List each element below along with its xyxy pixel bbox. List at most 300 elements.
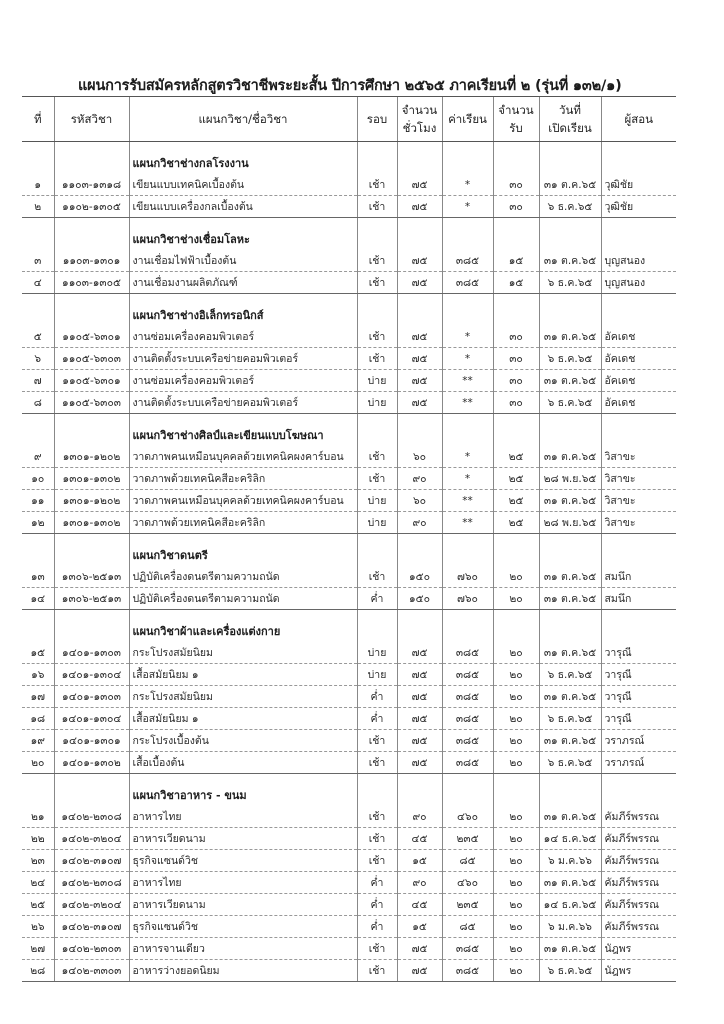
- course-name: งานซ่อมเครื่องคอมพิวเตอร์: [129, 370, 357, 392]
- fee: *: [442, 174, 493, 196]
- course-code: ๑๔๐๑-๑๓๐๒: [54, 752, 129, 774]
- fee: **: [442, 512, 493, 534]
- start-date: ๖ ธ.ค.๖๕: [539, 196, 601, 218]
- session: เช้า: [357, 752, 397, 774]
- header-seats-line1: จำนวน: [498, 103, 534, 117]
- seats: ๓๐: [493, 348, 539, 370]
- fee: ๗๖๐: [442, 566, 493, 588]
- row-number: ๑๑: [22, 490, 54, 512]
- fee: *: [442, 446, 493, 468]
- course-name: เสื้อสมัยนิยม ๑: [129, 664, 357, 686]
- start-date: ๑๔ ธ.ค.๖๕: [539, 828, 601, 850]
- cell-empty: [397, 294, 442, 327]
- hours: ๗๕: [397, 730, 442, 752]
- course-name: ปฏิบัติเครื่องดนตรีตามความถนัด: [129, 566, 357, 588]
- seats: ๒๐: [493, 938, 539, 960]
- cell-empty: [442, 218, 493, 251]
- hours: ๗๕: [397, 326, 442, 348]
- fee: ๔๖๐: [442, 872, 493, 894]
- session: ค่ำ: [357, 872, 397, 894]
- cell-empty: [442, 142, 493, 175]
- seats: ๒๐: [493, 806, 539, 828]
- department-row: [22, 534, 676, 567]
- session: เช้า: [357, 828, 397, 850]
- course-name: กระโปรงสมัยนิยม: [129, 686, 357, 708]
- start-date: ๓๑ ต.ค.๖๕: [539, 566, 601, 588]
- course-code: ๑๑๐๓-๑๓๐๑: [54, 250, 129, 272]
- course-code: ๑๔๐๑-๑๓๐๔: [54, 708, 129, 730]
- seats: ๓๐: [493, 392, 539, 414]
- hours: ๗๕: [397, 664, 442, 686]
- course-name: งานติดตั้งระบบเครือข่ายคอมพิวเตอร์: [129, 392, 357, 414]
- course-name: วาดภาพคนเหมือนบุคคลด้วยเทคนิคผงคาร์บอน: [129, 490, 357, 512]
- course-code: ๑๔๐๑-๑๓๐๑: [54, 730, 129, 752]
- hours: ๗๕: [397, 370, 442, 392]
- course-code: ๑๓๐๑-๑๒๐๒: [54, 490, 129, 512]
- header-hours-line2: ชั่วโมง: [402, 121, 437, 135]
- session: เช้า: [357, 566, 397, 588]
- cell-empty: [539, 218, 601, 251]
- course-code: ๑๔๐๒-๓๒๐๔: [54, 894, 129, 916]
- teacher: สมนึก: [601, 588, 676, 610]
- cell-empty: [601, 414, 676, 447]
- course-name: ปฏิบัติเครื่องดนตรีตามความถนัด: [129, 588, 357, 610]
- course-name: งานติดตั้งระบบเครือข่ายคอมพิวเตอร์: [129, 348, 357, 370]
- fee: ๓๘๕: [442, 272, 493, 294]
- row-number: ๑๓: [22, 566, 54, 588]
- row-number: ๑๐: [22, 468, 54, 490]
- header-code: รหัสวิชา: [54, 97, 129, 142]
- session: เช้า: [357, 806, 397, 828]
- cell-empty: [54, 218, 129, 251]
- row-number: ๘: [22, 392, 54, 414]
- cell-empty: [493, 218, 539, 251]
- course-name: วาดภาพด้วยเทคนิคสีอะคริลิก: [129, 468, 357, 490]
- fee: ๘๕: [442, 916, 493, 938]
- teacher: คัมภีร์พรรณ: [601, 806, 676, 828]
- fee: ๓๘๕: [442, 686, 493, 708]
- hours: ๗๕: [397, 960, 442, 982]
- table-row: [22, 272, 676, 294]
- session: ค่ำ: [357, 916, 397, 938]
- course-code: ๑๓๐๑-๑๓๐๒: [54, 512, 129, 534]
- row-number: ๒๓: [22, 850, 54, 872]
- course-name: ธุรกิจแซนด์วิช: [129, 916, 357, 938]
- table-row: [22, 348, 676, 370]
- course-name: งานเชื่อมไฟฟ้าเบื้องต้น: [129, 250, 357, 272]
- hours: ๑๕๐: [397, 566, 442, 588]
- fee: ๔๖๐: [442, 806, 493, 828]
- row-number: ๓: [22, 250, 54, 272]
- start-date: ๓๑ ต.ค.๖๕: [539, 588, 601, 610]
- teacher: วิสาขะ: [601, 512, 676, 534]
- fee: ๓๘๕: [442, 664, 493, 686]
- header-seats: [493, 97, 539, 142]
- table-row: [22, 938, 676, 960]
- cell-empty: [22, 774, 54, 807]
- teacher: คัมภีร์พรรณ: [601, 916, 676, 938]
- department-row: [22, 414, 676, 447]
- cell-empty: [397, 610, 442, 643]
- fee: ๓๘๕: [442, 250, 493, 272]
- header-fee: ค่าเรียน: [442, 97, 493, 142]
- header-seats-line2: รับ: [509, 121, 523, 135]
- teacher: วารุณี: [601, 642, 676, 664]
- department-row: [22, 294, 676, 327]
- hours: ๗๕: [397, 752, 442, 774]
- start-date: ๖ ม.ค.๖๖: [539, 916, 601, 938]
- cell-empty: [54, 414, 129, 447]
- hours: ๖๐: [397, 446, 442, 468]
- hours: ๙๐: [397, 512, 442, 534]
- table-row: [22, 370, 676, 392]
- course-schedule-table: [22, 96, 676, 982]
- row-number: ๑๖: [22, 664, 54, 686]
- table-row: [22, 250, 676, 272]
- table-row: [22, 806, 676, 828]
- course-name: งานซ่อมเครื่องคอมพิวเตอร์: [129, 326, 357, 348]
- session: บ่าย: [357, 490, 397, 512]
- session: เช้า: [357, 960, 397, 982]
- course-code: ๑๑๐๓-๑๓๐๕: [54, 272, 129, 294]
- cell-empty: [493, 142, 539, 175]
- seats: ๒๕: [493, 446, 539, 468]
- cell-empty: [493, 774, 539, 807]
- course-code: ๑๔๐๒-๒๓๐๓: [54, 938, 129, 960]
- teacher: วิสาขะ: [601, 446, 676, 468]
- cell-empty: [357, 610, 397, 643]
- course-name: อาหารว่างยอดนิยม: [129, 960, 357, 982]
- course-code: ๑๔๐๑-๑๓๐๔: [54, 664, 129, 686]
- teacher: วิสาขะ: [601, 468, 676, 490]
- cell-empty: [54, 534, 129, 567]
- hours: ๙๐: [397, 806, 442, 828]
- fee: **: [442, 392, 493, 414]
- row-number: ๑๒: [22, 512, 54, 534]
- start-date: ๖ ธ.ค.๖๕: [539, 708, 601, 730]
- seats: ๓๐: [493, 370, 539, 392]
- course-code: ๑๓๐๑-๑๓๐๒: [54, 468, 129, 490]
- fee: ๓๘๕: [442, 642, 493, 664]
- cell-empty: [601, 534, 676, 567]
- seats: ๒๐: [493, 894, 539, 916]
- session: เช้า: [357, 446, 397, 468]
- cell-empty: [397, 218, 442, 251]
- course-code: ๑๑๐๕-๖๓๐๓: [54, 348, 129, 370]
- session: บ่าย: [357, 392, 397, 414]
- start-date: ๓๑ ต.ค.๖๕: [539, 642, 601, 664]
- course-code: ๑๑๐๕-๖๓๐๓: [54, 392, 129, 414]
- session: เช้า: [357, 730, 397, 752]
- cell-empty: [54, 774, 129, 807]
- header-date: [539, 97, 601, 142]
- hours: ๔๕: [397, 828, 442, 850]
- hours: ๗๕: [397, 196, 442, 218]
- start-date: ๖ ธ.ค.๖๕: [539, 348, 601, 370]
- department-row: [22, 610, 676, 643]
- course-name: เขียนแบบเครื่องกลเบื้องต้น: [129, 196, 357, 218]
- seats: ๓๐: [493, 174, 539, 196]
- table-row: [22, 708, 676, 730]
- table-row: [22, 490, 676, 512]
- header-hours-line1: จำนวน: [401, 103, 438, 117]
- course-name: กระโปรงสมัยนิยม: [129, 642, 357, 664]
- teacher: บุญสนอง: [601, 250, 676, 272]
- session: เช้า: [357, 196, 397, 218]
- table-row: [22, 512, 676, 534]
- cell-empty: [601, 610, 676, 643]
- table-row: [22, 872, 676, 894]
- hours: ๗๕: [397, 174, 442, 196]
- cell-empty: [357, 774, 397, 807]
- row-number: ๔: [22, 272, 54, 294]
- row-number: ๙: [22, 446, 54, 468]
- row-number: ๒: [22, 196, 54, 218]
- session: เช้า: [357, 174, 397, 196]
- start-date: ๓๑ ต.ค.๖๕: [539, 174, 601, 196]
- cell-empty: [397, 774, 442, 807]
- teacher: นัฎพร: [601, 960, 676, 982]
- session: ค่ำ: [357, 894, 397, 916]
- table-row: [22, 468, 676, 490]
- table-row: [22, 850, 676, 872]
- start-date: ๖ ม.ค.๖๖: [539, 850, 601, 872]
- fee: *: [442, 196, 493, 218]
- seats: ๒๐: [493, 872, 539, 894]
- row-number: ๑๕: [22, 642, 54, 664]
- row-number: ๒๔: [22, 872, 54, 894]
- hours: ๙๐: [397, 872, 442, 894]
- start-date: ๓๑ ต.ค.๖๕: [539, 686, 601, 708]
- row-number: ๑๙: [22, 730, 54, 752]
- cell-empty: [397, 534, 442, 567]
- cell-empty: [442, 774, 493, 807]
- table-body: [22, 142, 676, 982]
- fee: ๓๘๕: [442, 752, 493, 774]
- teacher: บุญสนอง: [601, 272, 676, 294]
- course-name: วาดภาพด้วยเทคนิคสีอะคริลิก: [129, 512, 357, 534]
- header-teacher: ผู้สอน: [601, 97, 676, 142]
- row-number: ๒๗: [22, 938, 54, 960]
- cell-empty: [539, 610, 601, 643]
- row-number: ๒๒: [22, 828, 54, 850]
- course-name: วาดภาพคนเหมือนบุคคลด้วยเทคนิคผงคาร์บอน: [129, 446, 357, 468]
- table-row: [22, 588, 676, 610]
- table-row: [22, 916, 676, 938]
- row-number: ๒๖: [22, 916, 54, 938]
- teacher: อัคเดช: [601, 392, 676, 414]
- seats: ๒๕: [493, 490, 539, 512]
- teacher: อัคเดช: [601, 348, 676, 370]
- course-code: ๑๔๐๒-๓๓๐๓: [54, 960, 129, 982]
- start-date: ๖ ธ.ค.๖๕: [539, 272, 601, 294]
- header-no: ที่: [22, 97, 54, 142]
- department-name: แผนกวิชาช่างเชื่อมโลหะ: [129, 218, 357, 251]
- start-date: ๓๑ ต.ค.๖๕: [539, 730, 601, 752]
- table-row: [22, 326, 676, 348]
- seats: ๒๐: [493, 850, 539, 872]
- start-date: ๓๑ ต.ค.๖๕: [539, 938, 601, 960]
- cell-empty: [601, 774, 676, 807]
- cell-empty: [54, 294, 129, 327]
- fee: *: [442, 348, 493, 370]
- session: บ่าย: [357, 370, 397, 392]
- session: บ่าย: [357, 642, 397, 664]
- course-code: ๑๔๐๒-๒๓๐๘: [54, 872, 129, 894]
- teacher: วุฒิชัย: [601, 196, 676, 218]
- row-number: ๑๗: [22, 686, 54, 708]
- cell-empty: [397, 414, 442, 447]
- department-name: แผนกวิชาอาหาร - ขนม: [129, 774, 357, 807]
- table-row: [22, 664, 676, 686]
- cell-empty: [539, 774, 601, 807]
- course-code: ๑๑๐๒-๑๓๐๕: [54, 196, 129, 218]
- cell-empty: [493, 294, 539, 327]
- course-code: ๑๔๐๒-๓๑๐๗: [54, 850, 129, 872]
- table-row: [22, 196, 676, 218]
- header-hours: [397, 97, 442, 142]
- teacher: วิสาขะ: [601, 490, 676, 512]
- course-code: ๑๓๐๖-๒๕๑๓: [54, 588, 129, 610]
- hours: ๖๐: [397, 490, 442, 512]
- fee: ๓๘๕: [442, 938, 493, 960]
- course-name: อาหารเวียดนาม: [129, 894, 357, 916]
- row-number: ๒๑: [22, 806, 54, 828]
- course-code: ๑๔๐๑-๑๓๐๓: [54, 642, 129, 664]
- cell-empty: [442, 610, 493, 643]
- cell-empty: [54, 610, 129, 643]
- hours: ๗๕: [397, 938, 442, 960]
- course-code: ๑๑๐๕-๖๓๐๑: [54, 370, 129, 392]
- session: ค่ำ: [357, 708, 397, 730]
- seats: ๒๐: [493, 588, 539, 610]
- fee: ๒๓๕: [442, 894, 493, 916]
- cell-empty: [22, 218, 54, 251]
- department-name: แผนกวิชาช่างกลโรงงาน: [129, 142, 357, 175]
- cell-empty: [22, 534, 54, 567]
- start-date: ๖ ธ.ค.๖๕: [539, 752, 601, 774]
- fee: ๗๖๐: [442, 588, 493, 610]
- row-number: ๗: [22, 370, 54, 392]
- course-name: อาหารจานเดียว: [129, 938, 357, 960]
- row-number: ๒๕: [22, 894, 54, 916]
- teacher: คัมภีร์พรรณ: [601, 894, 676, 916]
- seats: ๒๕: [493, 468, 539, 490]
- cell-empty: [357, 142, 397, 175]
- cell-empty: [601, 218, 676, 251]
- seats: ๒๐: [493, 708, 539, 730]
- cell-empty: [539, 294, 601, 327]
- teacher: อัคเดช: [601, 326, 676, 348]
- teacher: วารุณี: [601, 664, 676, 686]
- teacher: คัมภีร์พรรณ: [601, 828, 676, 850]
- cell-empty: [601, 294, 676, 327]
- cell-empty: [442, 294, 493, 327]
- start-date: ๓๑ ต.ค.๖๕: [539, 250, 601, 272]
- cell-empty: [22, 294, 54, 327]
- start-date: ๖ ธ.ค.๖๕: [539, 392, 601, 414]
- cell-empty: [357, 414, 397, 447]
- teacher: วารุณี: [601, 708, 676, 730]
- seats: ๒๐: [493, 828, 539, 850]
- teacher: คัมภีร์พรรณ: [601, 850, 676, 872]
- table-row: [22, 752, 676, 774]
- teacher: วราภรณ์: [601, 730, 676, 752]
- table-row: [22, 446, 676, 468]
- hours: ๗๕: [397, 272, 442, 294]
- table-row: [22, 894, 676, 916]
- cell-empty: [493, 534, 539, 567]
- session: เช้า: [357, 468, 397, 490]
- teacher: อัคเดช: [601, 370, 676, 392]
- table-row: [22, 392, 676, 414]
- table-header: [22, 97, 676, 142]
- document-title: แผนการรับสมัครหลักสูตรวิชาชีพระยะสั้น ปีการศึกษา ๒๕๖๕ ภาคเรียนที่ ๒ (รุ่นที่ ๑๓๒/๑): [78, 78, 622, 94]
- seats: ๑๕: [493, 250, 539, 272]
- start-date: ๒๘ พ.ย.๖๕: [539, 468, 601, 490]
- hours: ๗๕: [397, 250, 442, 272]
- start-date: ๓๑ ต.ค.๖๕: [539, 806, 601, 828]
- teacher: สมนึก: [601, 566, 676, 588]
- seats: ๒๐: [493, 916, 539, 938]
- seats: ๓๐: [493, 326, 539, 348]
- fee: ๓๘๕: [442, 960, 493, 982]
- course-name: เขียนแบบเทคนิคเบื้องต้น: [129, 174, 357, 196]
- row-number: ๖: [22, 348, 54, 370]
- fee: ๓๘๕: [442, 730, 493, 752]
- seats: ๑๕: [493, 272, 539, 294]
- row-number: ๑๘: [22, 708, 54, 730]
- hours: ๑๕๐: [397, 588, 442, 610]
- teacher: วราภรณ์: [601, 752, 676, 774]
- seats: ๒๐: [493, 642, 539, 664]
- course-code: ๑๔๐๑-๑๓๐๓: [54, 686, 129, 708]
- cell-empty: [539, 142, 601, 175]
- table-row: [22, 174, 676, 196]
- session: บ่าย: [357, 664, 397, 686]
- hours: ๗๕: [397, 392, 442, 414]
- fee: *: [442, 326, 493, 348]
- start-date: ๓๑ ต.ค.๖๕: [539, 490, 601, 512]
- table-row: [22, 828, 676, 850]
- seats: ๒๐: [493, 686, 539, 708]
- header-date-line1: วันที่: [559, 103, 581, 117]
- seats: ๒๐: [493, 664, 539, 686]
- row-number: ๑: [22, 174, 54, 196]
- start-date: ๓๑ ต.ค.๖๕: [539, 446, 601, 468]
- department-name: แผนกวิชาดนตรี: [129, 534, 357, 567]
- session: บ่าย: [357, 512, 397, 534]
- cell-empty: [54, 142, 129, 175]
- course-code: ๑๑๐๓-๑๓๑๘: [54, 174, 129, 196]
- row-number: ๒๐: [22, 752, 54, 774]
- start-date: ๒๘ พ.ย.๖๕: [539, 512, 601, 534]
- session: เช้า: [357, 938, 397, 960]
- course-code: ๑๔๐๒-๓๑๐๗: [54, 916, 129, 938]
- header-session: รอบ: [357, 97, 397, 142]
- start-date: ๖ ธ.ค.๖๕: [539, 664, 601, 686]
- session: เช้า: [357, 326, 397, 348]
- seats: ๒๐: [493, 566, 539, 588]
- cell-empty: [22, 414, 54, 447]
- course-name: ธุรกิจแซนด์วิช: [129, 850, 357, 872]
- hours: ๑๕: [397, 916, 442, 938]
- course-name: กระโปรงเบื้องต้น: [129, 730, 357, 752]
- hours: ๑๕: [397, 850, 442, 872]
- fee: ๘๕: [442, 850, 493, 872]
- course-name: อาหารไทย: [129, 806, 357, 828]
- start-date: ๓๑ ต.ค.๖๕: [539, 370, 601, 392]
